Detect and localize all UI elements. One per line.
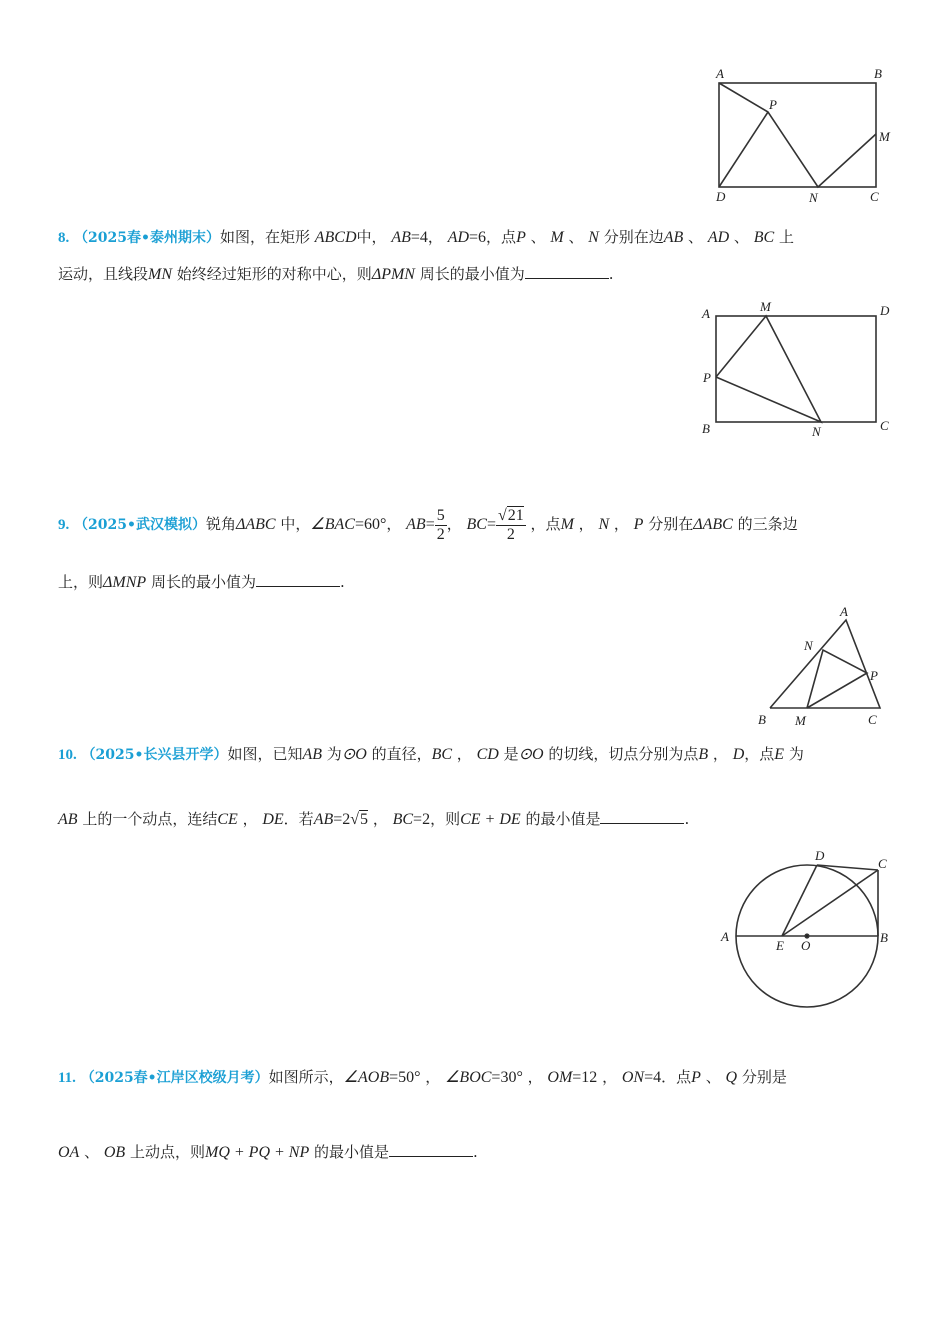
math: = [486,516,496,533]
math: AB [58,811,78,828]
numerator: 5 [436,506,445,524]
text: 锐角 [205,515,236,533]
sqrt-sign: √ [350,811,360,828]
text: 为 [326,745,342,763]
label-p: P [870,668,878,683]
math: ⊙O [518,746,544,763]
math: DE [262,811,284,828]
text: 中， [280,515,311,533]
math: MN [148,266,173,283]
question-source: （2025•武汉模拟） [74,517,206,533]
math: ΔMNP [103,574,147,591]
math: ∠AOB [343,1069,390,1086]
label-a: A [840,604,848,619]
text: . [608,265,614,283]
denominator: 2 [436,525,445,543]
math: =4 [644,1069,662,1086]
text: 的最小值是 [525,810,601,828]
label-c: C [880,418,889,433]
text: . [684,810,690,828]
text: ，点 [530,515,561,533]
math: OB [103,1144,126,1161]
text: 分别是 [741,1068,787,1086]
answer-blank[interactable] [256,572,340,587]
math: =60° [354,516,387,533]
math: B [698,746,709,763]
label-n: N [809,190,818,205]
math: BC [392,811,414,828]
label-b: B [758,712,766,727]
segment-a-p-n-m [719,83,876,187]
label-c: C [868,712,877,727]
math: M [550,229,564,246]
label-m: M [760,299,771,314]
math: ON [621,1069,645,1086]
math: P [516,229,526,246]
math: AB [391,229,411,246]
math: MQ + PQ + NP [205,1144,310,1161]
math: =2 [333,811,351,828]
math: AD [707,229,730,246]
segment-p-d [719,112,768,187]
text: 如图，在矩形 [219,228,310,246]
math: ⊙O [341,746,367,763]
question-source: （2025•长兴县开学） [81,747,228,763]
math: ∠BOC [445,1069,492,1086]
q9-line1: 9. （2025•武汉模拟）锐角ΔABC 中，∠BAC=60°， AB= $\frac{5}{2}$ ， BC= $\frac{√21}{2}$ ，点M ， N ， P 分别在ΔABC 的三条边 [58,506,798,543]
label-n: N [812,424,821,439]
text: 是 [503,745,519,763]
math: ΔABC [235,516,276,533]
question-number: 9. [58,517,70,533]
math: CE + DE [460,811,521,828]
denominator: 2 [506,525,515,543]
triangle-pmn [716,316,821,422]
text: ，点 [744,745,775,763]
math: N [588,229,599,246]
math: OA [58,1144,80,1161]
text: 的切线，切点分别为点 [548,745,699,763]
text: 上，则 [58,573,104,591]
segment-de [782,865,817,936]
math: BC [431,746,453,763]
label-b: B [702,421,710,436]
math: M [560,516,574,533]
text: ．若 [283,810,314,828]
math: =12 [572,1069,598,1086]
label-c: C [878,856,887,871]
q10-line2: AB 上的一个动点，连结CE ， DE．若AB=2√5 ， BC=2，则CE + DE 的最小值是 . [58,810,690,828]
segment-ce [782,870,878,936]
radicand: 5 [360,811,369,828]
label-p: P [769,97,777,112]
label-p: P [703,370,711,385]
text: 上动点，则 [129,1143,205,1161]
label-m: M [795,713,806,728]
text: 的三条边 [737,515,798,533]
math: CE [217,811,238,828]
math: P [633,516,644,533]
math: D [732,746,745,763]
text: 始终经过矩形的对称中心，则 [176,265,372,283]
math: =30° [491,1069,523,1086]
math: ΔPMN [371,266,415,283]
text: 上的一个动点，连结 [82,810,218,828]
q8-line2 [58,264,614,285]
q8-line1: 8. （2025春•泰州期末）如图，在矩形 ABCD中， AB=4， AD=6，点P 、 M 、 N 分别在边AB 、 AD 、 BC 上 [58,228,794,246]
rect-abcd [719,83,876,187]
math: AB [406,516,426,533]
math: AB [302,746,323,763]
answer-blank[interactable] [389,1142,473,1157]
text: ．点 [661,1068,692,1086]
numerator: √21 [497,506,524,524]
q10-line1: 10. （2025•长兴县开学）如图，已知AB 为⊙O 的直径，BC ， CD 是⊙O 的切线，切点分别为点B ， D，点E 为 [58,745,804,763]
label-e: E [776,938,784,953]
q11-line2: OA 、 OB 上动点，则MQ + PQ + NP 的最小值是 . [58,1143,478,1161]
label-c: C [870,189,879,204]
figure-q7 [700,62,900,212]
label-b: B [874,66,882,81]
question-number: 11. [58,1070,76,1086]
text: 分别在 [648,515,694,533]
math: =50° [389,1069,421,1086]
triangle-abc [770,620,880,708]
text: 周长的最小值为 [419,265,525,283]
math: = [425,516,435,533]
math: =4 [410,229,428,246]
q11-line1: 11. （2025春•江岸区校级月考）如图所示，∠AOB=50° ， ∠BOC=30° ， OM=12 ， ON=4．点P 、 Q 分别是 [58,1068,787,1086]
text: 分别在边 [603,228,664,246]
question-number: 8. [58,230,70,246]
math: ΔABC [693,516,733,533]
question-source: （2025春•泰州期末） [74,230,220,246]
label-d: D [815,848,825,863]
math: AD [447,229,470,246]
label-d: D [716,189,726,204]
text: 中， [356,228,387,246]
question-number: 10. [58,747,77,763]
math: Q [725,1069,738,1086]
label-n: N [804,638,813,653]
question-source: （2025春•江岸区校级月考） [80,1070,269,1086]
math: BC [466,516,487,533]
label-d: D [880,303,890,318]
figure-q10 [715,848,905,1013]
label-o: O [801,938,811,953]
fraction [435,507,447,544]
fraction [496,507,526,544]
answer-blank[interactable] [525,264,609,279]
label-a: A [721,929,729,944]
rect-abcd [716,316,876,422]
math: E [774,746,785,763]
text: . [473,1143,478,1161]
text: 运动，且线段 [58,265,149,283]
math: P [691,1069,701,1086]
figure-q8 [698,298,898,438]
radicand: 21 [507,506,524,524]
math: ABCD [314,229,357,246]
text: 的直径， [371,745,432,763]
math: OM [547,1069,573,1086]
math: ∠BAC [310,516,355,533]
text: 为 [788,745,804,763]
text: 如图所示， [268,1068,344,1086]
text: . [339,573,345,591]
text: 上 [778,228,794,246]
text: ，点 [486,228,517,246]
label-b: B [880,930,888,945]
q9-line2 [58,572,345,593]
math: BC [753,229,775,246]
label-m: M [879,129,890,144]
text: 的最小值是 [314,1143,390,1161]
label-a: A [702,306,710,321]
triangle-mnp [807,650,867,708]
figure-q9 [752,600,892,730]
answer-blank[interactable] [600,809,684,824]
math: =6 [469,229,487,246]
math: CD [476,746,499,763]
math: AB [663,229,684,246]
math: AB [313,811,334,828]
math: =2 [413,811,431,828]
text: 周长的最小值为 [150,573,256,591]
label-a: A [716,66,724,81]
math: N [598,516,610,533]
text: 如图，已知 [227,745,303,763]
text: ，则 [430,810,461,828]
